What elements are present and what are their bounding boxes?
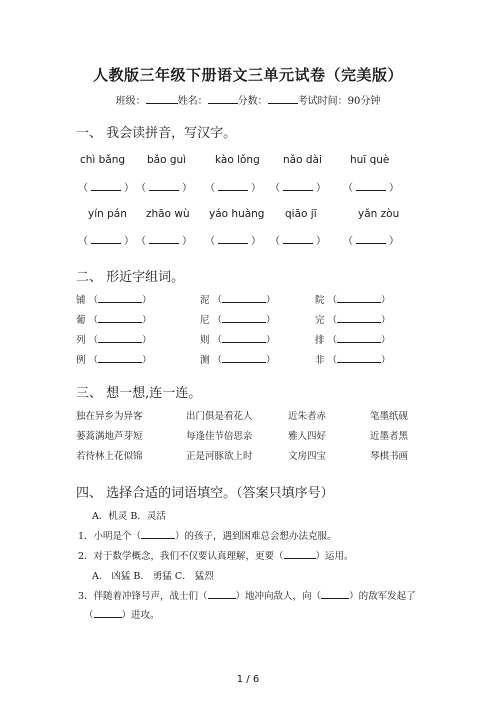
page-title: 人教版三年级下册语文三单元试卷（完美版）	[92, 66, 403, 84]
score-blank[interactable]	[268, 93, 298, 104]
section3-heading: 三、 想一想,连一连。	[76, 386, 202, 401]
word-blank[interactable]	[337, 333, 381, 343]
question-3-continued: （ ）进攻。	[84, 610, 160, 621]
name-label: 姓名：	[177, 96, 208, 107]
section1-heading: 一、 我会读拼音，写汉字。	[76, 126, 237, 141]
similar-char-item: 铺 （ ）	[76, 295, 152, 306]
word-blank[interactable]	[337, 353, 381, 363]
similar-char-item: 则 （ ）	[200, 335, 276, 346]
section4-heading: 四、 选择合适的词语填空。（答案只填序号）	[76, 486, 334, 501]
word-blank[interactable]	[98, 293, 142, 303]
char-label: 完	[315, 315, 325, 326]
class-blank[interactable]	[146, 93, 178, 104]
similar-char-item: 葡 （ ）	[76, 315, 152, 326]
similar-char-item: 尼 （ ）	[200, 315, 276, 326]
page-number: 1 / 6	[236, 674, 260, 685]
options-line-1: A．机灵 B．灵活	[92, 511, 166, 522]
word-blank[interactable]	[222, 293, 266, 303]
match-item[interactable]: 文房四宝	[288, 451, 327, 462]
match-item[interactable]: 正是河豚欲上时	[186, 451, 253, 462]
q3-blank-2[interactable]	[321, 589, 349, 599]
pinyin-item: yín pán	[88, 208, 127, 220]
char-label: 院	[315, 295, 325, 306]
char-label: 尼	[200, 315, 210, 326]
question-1: 1．小明是个（ ）的孩子，遇到困难总会想办法克服。	[78, 531, 337, 542]
similar-char-item: 完 （ ）	[315, 315, 391, 326]
answer-blank[interactable]: （ ）	[343, 183, 399, 194]
q3-blank-1[interactable]	[208, 589, 236, 599]
answer-blank[interactable]: （ ）	[136, 236, 192, 247]
pinyin-item: kào lǒng	[215, 154, 260, 166]
char-label: 铺	[76, 295, 86, 306]
char-label: 则	[200, 335, 210, 346]
question-2: 2．对于数学概念，我们不仅要认真理解，更要（ ）运用。	[78, 551, 354, 562]
match-item[interactable]: 雅人四好	[288, 431, 327, 442]
match-item[interactable]: 出门俱是看花人	[186, 411, 253, 422]
similar-char-item: 测 （ ）	[200, 355, 276, 366]
similar-char-item: 排 （ ）	[315, 335, 391, 346]
char-label: 葡	[76, 315, 86, 326]
q2-blank[interactable]	[284, 549, 316, 559]
pinyin-item: bǎo guì	[147, 154, 187, 166]
word-blank[interactable]	[98, 313, 142, 323]
match-item[interactable]: 每逢佳节倍思亲	[186, 431, 253, 442]
answer-blank[interactable]: （ ）	[270, 183, 326, 194]
word-blank[interactable]	[337, 293, 381, 303]
answer-blank[interactable]: （ ）	[205, 236, 261, 247]
pinyin-item: zhāo wù	[146, 208, 190, 220]
question-3: 3．伴随着冲锋号声，战士们（ ）地冲向敌人，向（ ）的敌军发起了	[78, 591, 416, 602]
char-label: 非	[315, 355, 325, 366]
pinyin-item: chì bǎng	[80, 154, 126, 166]
similar-char-item: 院 （ ）	[315, 295, 391, 306]
similar-char-item: 泥 （ ）	[200, 295, 276, 306]
char-label: 排	[315, 335, 325, 346]
answer-blank[interactable]: （ ）	[136, 183, 192, 194]
word-blank[interactable]	[222, 313, 266, 323]
char-label: 测	[200, 355, 210, 366]
match-item[interactable]: 独在异乡为异客	[76, 411, 143, 422]
pinyin-item: qiāo jī	[285, 208, 317, 220]
answer-blank[interactable]: （ ）	[343, 236, 399, 247]
class-label: 班级：	[115, 96, 146, 107]
word-blank[interactable]	[222, 333, 266, 343]
pinyin-item: nǎo dài	[283, 154, 322, 166]
pinyin-item: yǎn zòu	[358, 208, 400, 220]
score-label: 分数：	[237, 96, 268, 107]
student-info-line	[0, 92, 496, 107]
match-item[interactable]: 若待林上花似锦	[76, 451, 143, 462]
match-item[interactable]: 蒌蒿满地芦芽短	[76, 431, 143, 442]
char-label: 泥	[200, 295, 210, 306]
word-blank[interactable]	[337, 313, 381, 323]
q3-blank-3[interactable]	[94, 608, 122, 618]
time-label: 考试时间：90分钟	[297, 96, 381, 107]
match-item[interactable]: 近朱者赤	[288, 411, 327, 422]
answer-blank[interactable]: （ ）	[78, 183, 134, 194]
answer-blank[interactable]: （ ）	[205, 183, 261, 194]
pinyin-item: yáo huàng	[209, 208, 265, 220]
word-blank[interactable]	[222, 353, 266, 363]
q1-blank[interactable]	[141, 529, 175, 539]
name-blank[interactable]	[208, 93, 238, 104]
answer-blank[interactable]: （ ）	[270, 236, 326, 247]
similar-char-item: 列 （ ）	[76, 335, 152, 346]
options-line-2: A． 凶猛 B． 勇猛 C． 猛烈	[92, 571, 214, 582]
similar-char-item: 例 （ ）	[76, 355, 152, 366]
match-item[interactable]: 笔墨纸砚	[370, 411, 409, 422]
match-item[interactable]: 琴棋书画	[370, 451, 409, 462]
pinyin-item: huī què	[350, 154, 390, 166]
match-item[interactable]: 近墨者黑	[370, 431, 409, 442]
char-label: 列	[76, 335, 86, 346]
answer-blank[interactable]: （ ）	[78, 236, 134, 247]
section2-heading: 二、 形近字组词。	[76, 270, 185, 285]
word-blank[interactable]	[98, 353, 142, 363]
similar-char-item: 非 （ ）	[315, 355, 391, 366]
word-blank[interactable]	[98, 333, 142, 343]
char-label: 例	[76, 355, 86, 366]
